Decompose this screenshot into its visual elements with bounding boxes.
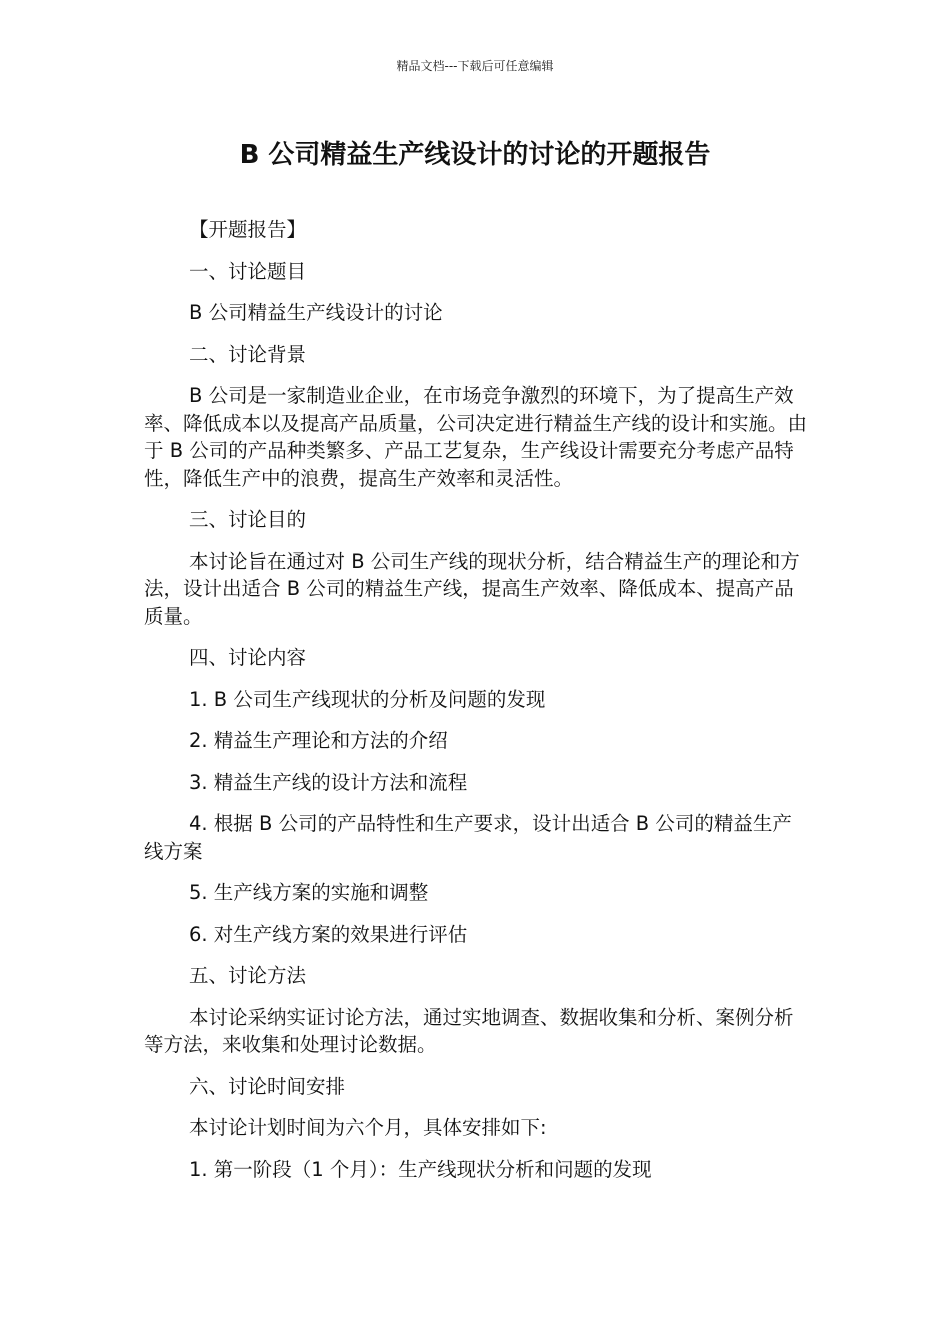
list-item: 3. 精益生产线的设计方法和流程: [189, 770, 468, 794]
section-label-report: 【开题报告】: [189, 218, 307, 241]
list-item: 1. B 公司生产线现状的分析及问题的发现: [189, 687, 546, 711]
document-title: B 公司精益生产线设计的讨论的开题报告: [239, 140, 711, 170]
heading-method: 五、讨论方法: [189, 964, 307, 987]
list-item: 5. 生产线方案的实施和调整: [189, 881, 429, 904]
list-item: 4. 根据 B 公司的产品特性和生产要求，设计出适合 B 公司的精益生产线方案: [144, 812, 792, 863]
header-note: 精品文档---下载后可任意编辑: [396, 59, 554, 73]
heading-purpose: 三、讨论目的: [189, 508, 307, 531]
heading-schedule: 六、讨论时间安排: [189, 1074, 346, 1098]
heading-topic: 一、讨论题目: [189, 259, 307, 283]
list-item: 1. 第一阶段（1 个月）：生产线现状分析和问题的发现: [189, 1157, 652, 1181]
paragraph-purpose: 本讨论旨在通过对 B 公司生产线的现状分析，结合精益生产的理论和方法，设计出适合 B 公司的精益生产线，提高生产效率、降低成本、提高产品质量。: [144, 549, 800, 628]
document-body: [144, 216, 808, 1197]
heading-content: 四、讨论内容: [189, 646, 307, 669]
paragraph-topic: B 公司精益生产线设计的讨论: [189, 301, 443, 324]
list-item: 6. 对生产线方案的效果进行评估: [189, 922, 468, 946]
list-item: 2. 精益生产理论和方法的介绍: [189, 729, 448, 752]
heading-background: 二、讨论背景: [189, 342, 307, 366]
paragraph-schedule: 本讨论计划时间为六个月，具体安排如下:: [189, 1116, 547, 1139]
paragraph-method: 本讨论采纳实证讨论方法，通过实地调查、数据收集和分析、案例分析等方法，来收集和处理讨论数据。: [144, 1005, 794, 1056]
paragraph-background: B 公司是一家制造业企业，在市场竞争激烈的环境下，为了提高生产效率、降低成本以及提高产品质量，公司决定进行精益生产线的设计和实施。由于 B 公司的产品种类繁多、产品工艺复杂，生产线设计需要充分考虑产品特性，降低生产中的浪费，提高生产效率和灵活性。: [144, 384, 808, 490]
